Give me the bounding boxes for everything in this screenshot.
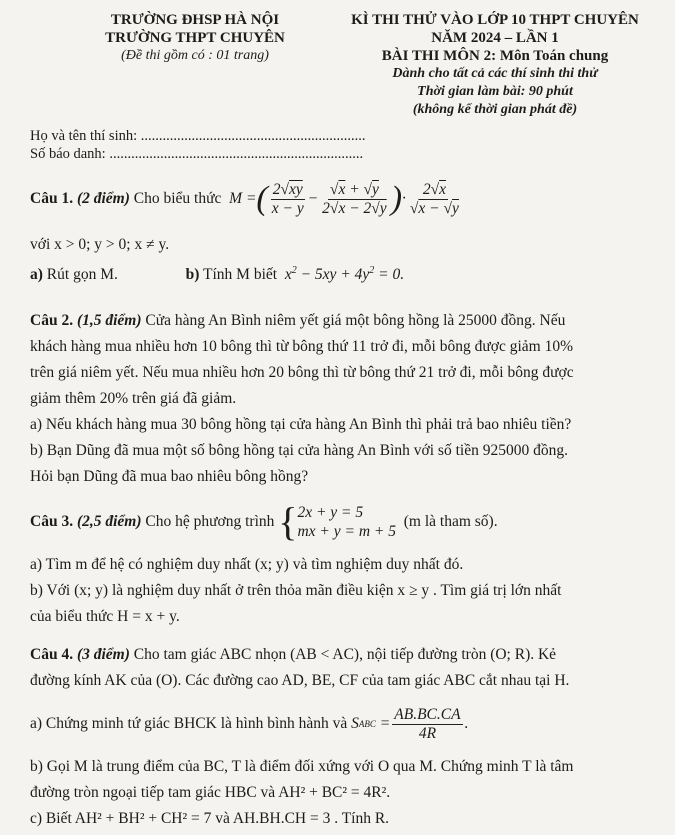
q3-part-b-1: b) Với (x; y) là nghiệm duy nhất ở trên thỏa mãn điều kiện x ≥ y . Tìm giá trị lớn nhất (30, 582, 562, 599)
q3-brace: { (278, 499, 298, 544)
school-subname: TRƯỜNG THPT CHUYÊN (105, 30, 285, 46)
q3-part-a: a) Tìm m để hệ có nghiệm duy nhất (x; y) và tìm nghiệm duy nhất đó. (30, 556, 464, 573)
school-name: TRƯỜNG ĐHSP HÀ NỘI (110, 12, 280, 28)
q4-points: (3 điểm) (76, 646, 130, 663)
q2-title: Câu 2. (30, 312, 74, 329)
q3-part-b-2: của biểu thức H = x + y. (30, 608, 180, 625)
q4-l1: Cho tam giác ABC nhọn (AB < AC), nội tiếp đường tròn (O; R). Kẻ (133, 646, 557, 663)
q2-l1: Cửa hàng An Bình niêm yết giá một bông hồng là 25000 đồng. Nếu (145, 312, 566, 329)
q3-text: Cho hệ phương trình (145, 513, 275, 530)
q4-title: Câu 4. (30, 646, 74, 663)
q3-statement (30, 498, 498, 546)
q1-a-text: Rút gọn M. (46, 266, 118, 284)
exam-title: KÌ THI THỬ VÀO LỚP 10 THPT CHUYÊN (351, 12, 639, 28)
exam-duration: Thời gian làm bài: 90 phút (417, 84, 573, 99)
q1-b-equation: $x^2 - 5xy + 4y^2 = 0$. (280, 265, 405, 284)
q2-line-1 (30, 312, 565, 330)
q1-a-label: a) (30, 266, 43, 284)
q3-system (297, 503, 396, 542)
q2-line-3: trên giá niêm yết. Nếu mua nhiều hơn 20 bông thì từ bông thứ 21 trở đi, mỗi bông được (30, 364, 574, 381)
q2-line-2: khách hàng mua nhiều hơn 10 bông thì từ bông thứ 11 trở đi, mỗi bông được giảm 10% (30, 338, 573, 355)
q3-points: (2,5 điểm) (76, 513, 142, 530)
page-count-note: (Đề thi gồm có : 01 trang) (121, 48, 269, 63)
q2-points: (1,5 điểm) (76, 312, 142, 329)
q2-part-b-1: b) Bạn Dũng đã mua một số bông hồng tại cửa hàng An Bình với số tiền 925000 đồng. (30, 442, 568, 459)
q3-title: Câu 3. (30, 513, 74, 530)
q4-line-2: đường kính AK của (O). Các đường cao AD, BE, CF của tam giác ABC cắt nhau tại H. (30, 672, 570, 689)
exam-duration-note: (không kể thời gian phát đề) (412, 102, 578, 117)
q3-eq1: 2x + y = 5 (297, 503, 364, 521)
q1-parts (30, 265, 404, 284)
q3-param: (m là tham số). (403, 513, 498, 530)
q1-title: Câu 1. (30, 190, 74, 207)
q3-eq2: mx + y = m + 5 (297, 523, 396, 540)
exam-subject: BÀI THI MÔN 2: Môn Toán chung (381, 48, 609, 64)
q4-a-formula: S ABC = $\frac{AB.BC.CA}{4R}$ . (351, 706, 469, 742)
q4-part-b-1: b) Gọi M là trung điểm của BC, T là điểm đối xứng với O qua M. Chứng minh T là tâm (30, 758, 574, 775)
q1-formula: M = ( $\frac{2√xy}{x - y}$ − $\frac{√x + √y}{2√x - 2√y}$ ) · $\frac{2√x}{√x - √y}$ (229, 180, 459, 217)
q1-points: (2 điểm) (76, 190, 130, 207)
q1-text: Cho biểu thức (133, 190, 222, 207)
q2-part-b-2: Hỏi bạn Dũng đã mua bao nhiêu bông hồng? (30, 468, 309, 485)
q4-line-1 (30, 646, 556, 664)
q4-part-c: c) Biết AH² + BH² + CH² = 7 và AH.BH.CH = 3 . Tính R. (30, 810, 390, 827)
exam-year: NĂM 2024 – LẦN 1 (431, 30, 559, 46)
candidate-id: Số báo danh: ...................................................................... (30, 146, 364, 162)
exam-audience: Dành cho tất cả các thí sinh thi thử (392, 66, 598, 81)
q1-b-label: b) (185, 266, 200, 284)
q4-a-text: a) Chứng minh tứ giác BHCK là hình bình hành và (30, 715, 348, 732)
q2-part-a: a) Nếu khách hàng mua 30 bông hồng tại cửa hàng An Bình thì phải trả bao nhiêu tiền? (30, 416, 572, 433)
q1-b-text: Tính M biết (203, 266, 278, 284)
candidate-name: Họ và tên thí sinh: .............................................................. (30, 128, 366, 144)
q2-line-4: giảm thêm 20% trên giá đã giảm. (30, 390, 237, 407)
q1-conditions: với x > 0; y > 0; x ≠ y. (30, 236, 170, 253)
q4-part-a (30, 704, 468, 744)
q1-statement (30, 174, 463, 224)
q4-part-b-2: đường tròn ngoại tiếp tam giác HBC và AH² + BC² = 4R². (30, 784, 391, 801)
